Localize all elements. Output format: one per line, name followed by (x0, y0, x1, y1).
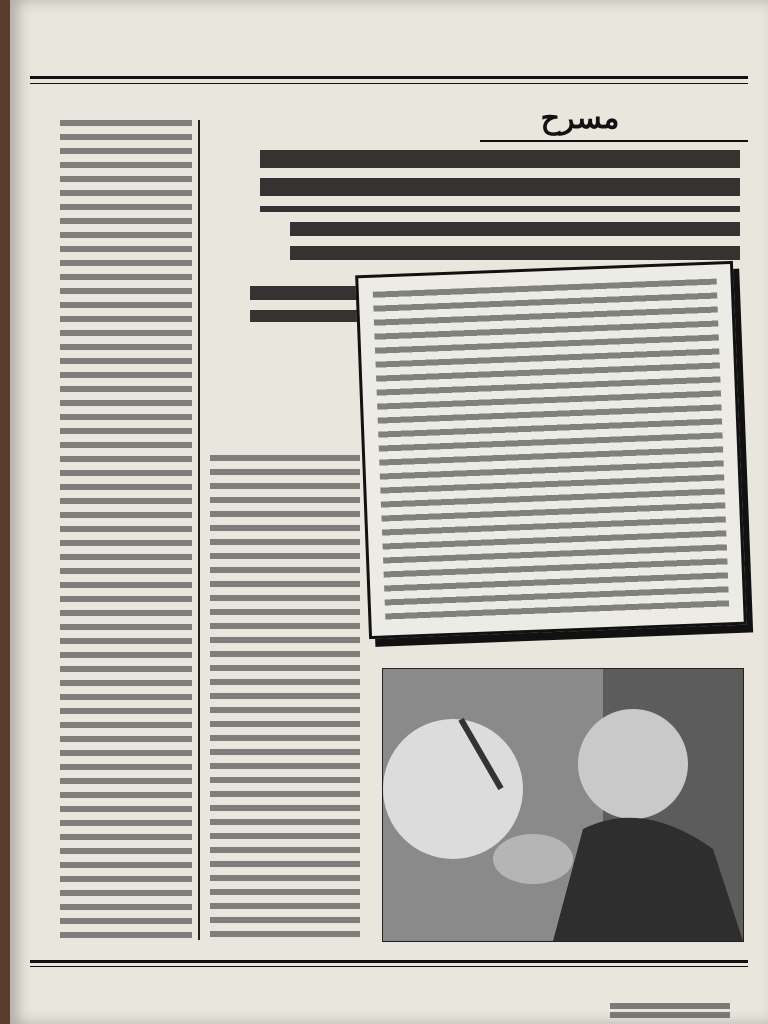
magazine-page (10, 0, 768, 1024)
lead-paragraph-box (355, 261, 747, 639)
left-column-text (60, 120, 192, 940)
photo-illustration (383, 669, 743, 941)
bottom-rule-thin (30, 966, 748, 967)
portrait-photo (382, 668, 744, 942)
top-rule (30, 76, 748, 79)
bottom-rule (30, 960, 748, 963)
title-underline (480, 140, 748, 142)
page-footer (610, 1000, 730, 1014)
subheadline (290, 222, 740, 268)
section-title: مسرح (540, 100, 620, 136)
headline (260, 150, 740, 212)
top-rule-thin (30, 83, 748, 84)
middle-column-text (210, 455, 360, 940)
column-divider (198, 120, 200, 940)
